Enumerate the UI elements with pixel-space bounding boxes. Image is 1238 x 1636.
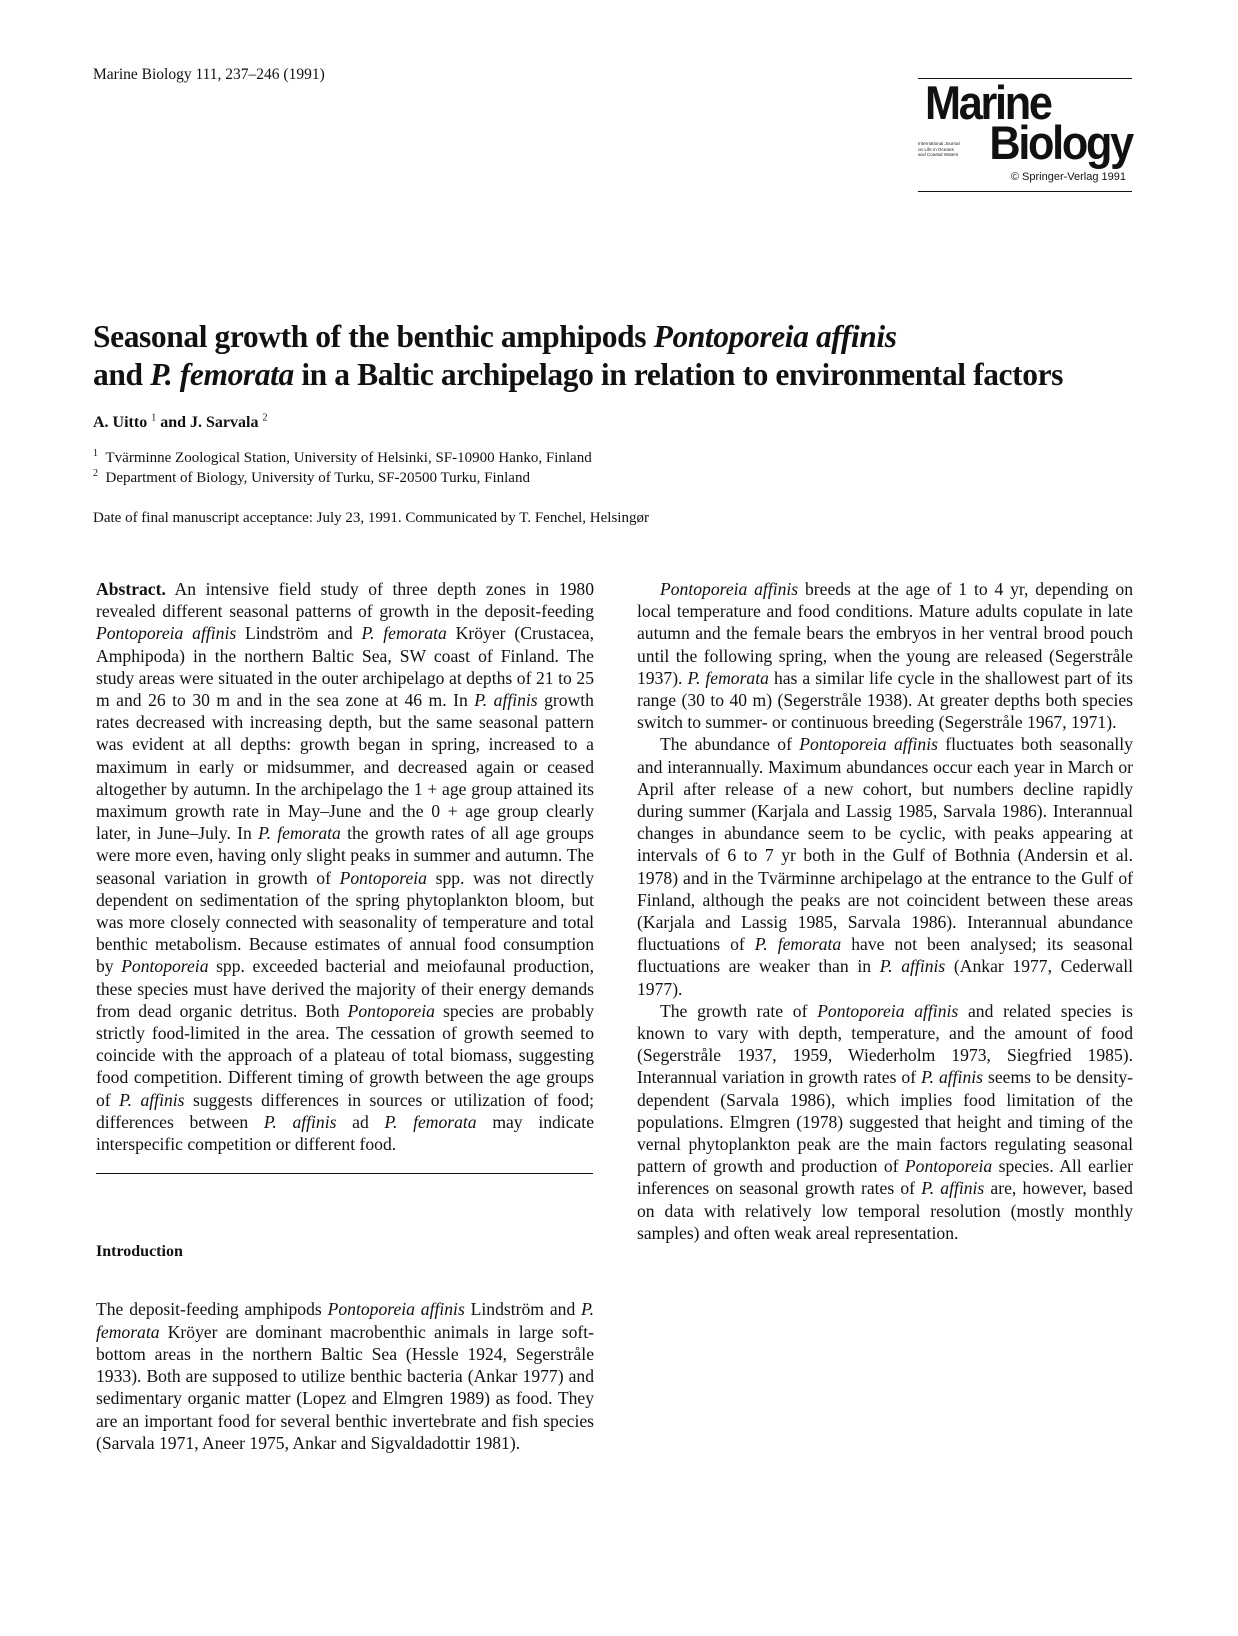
logo-copyright: © Springer-Verlag 1991: [1010, 171, 1126, 183]
species-name: P. femorata: [96, 1299, 595, 1342]
affiliation-mark: 1: [93, 448, 98, 459]
logo-bottom-rule: [918, 191, 1132, 192]
journal-citation: Marine Biology 111, 237–246 (1991): [93, 66, 325, 83]
logo-tagline-line: and Coastal Waters: [918, 151, 959, 157]
logo-word-marine: Marine: [925, 76, 1051, 129]
introduction-heading: Introduction: [96, 1243, 183, 1261]
logo-tagline-line: on Life in Oceans: [918, 146, 954, 152]
body-text: Lindström and: [236, 623, 362, 644]
body-text: The deposit-feeding amphipods: [96, 1299, 328, 1320]
species-name: Pontoporeia: [339, 867, 427, 888]
body-text: species. All earlier inferences on seasonal growth rates of: [637, 1156, 1133, 1199]
body-text: The abundance of: [660, 734, 800, 755]
body-text: The growth rate of: [660, 1000, 818, 1021]
introduction-paragraph-3: [637, 733, 1133, 999]
species-name: P. affinis: [263, 1111, 337, 1132]
species-name: Pontoporeia affinis: [327, 1299, 465, 1320]
species-name: P. affinis: [879, 956, 946, 977]
body-text: spp. was not directly dependent on sedimentation of the spring phytoplankton bloom, but was more closely connected with seasonality of temperature and total benthic metabolism. Because estimates of annual food consumption by: [96, 867, 594, 977]
abstract-paragraph: [96, 578, 594, 1155]
left-column: [96, 578, 594, 1454]
body-text: breeds at the age of 1 to 4 yr, depending on local temperature and food conditions. Mature adults copulate in late autumn and the female bears the embryos in her ventral brood pouch until the following spring, when the young are released (Segerstråle 1937).: [637, 579, 1133, 688]
author-name: A. Uitto: [93, 414, 148, 431]
species-name: P. affinis: [921, 1178, 985, 1199]
author-affiliation-mark: 1: [151, 412, 157, 424]
body-text: growth rates decreased with increasing depth, but the same seasonal pattern was evident at all depths: growth began in spring, increased to a maximum in early or midsummer, and decreased again or ceased altogether by autumn. In the archipelago the 1 + age group attained its maximum growth rate in May–June and the 0 + age group clearly later, in June–July. In: [96, 690, 594, 844]
body-text: species are probably strictly food-limited in the area. The cessation of growth seemed to coincide with the approach of a plateau of total biomass, suggesting food competition. Different timing of growth between the age groups of: [96, 1000, 594, 1110]
affiliation-line: [93, 448, 592, 468]
affiliation-line: [93, 468, 592, 488]
species-name: P. femorata: [754, 934, 842, 955]
body-text: has a similar life cycle in the shallowest part of its range (30 to 40 m) (Segerstråle 1938). At greater depths both species switch to summer- or continuous breeding (Segerstråle 1967, 1971).: [637, 667, 1133, 733]
title-species-italic: P. femorata: [150, 357, 294, 392]
species-name: P. affinis: [921, 1067, 983, 1088]
author-name: J. Sarvala: [190, 414, 259, 431]
body-text: may indicate interspecific competition or different food.: [96, 1111, 595, 1155]
body-text: spp. exceeded bacterial and meiofaunal production, these species must have derived the majority of their energy demands from dead organic detritus. Both: [96, 956, 594, 1021]
journal-logo: [918, 78, 1132, 192]
affiliation-text: Department of Biology, University of Turku, SF-20500 Turku, Finland: [105, 470, 530, 486]
right-column: [637, 578, 1133, 1244]
affiliation-mark: 2: [93, 468, 98, 479]
body-text: have not been analysed; its seasonal fluctuations are weaker than in: [637, 934, 1133, 977]
body-text: (Ankar 1977, Cederwall 1977).: [637, 956, 1133, 999]
logo-tagline-line: International Journal: [918, 141, 960, 147]
author-affiliation-mark: 2: [262, 412, 268, 424]
title-text: Seasonal growth of the benthic amphipods: [93, 319, 654, 354]
body-text: the growth rates of all age groups were more even, having only slight peaks in summer and autumn. The seasonal variation in growth of: [96, 823, 594, 888]
author-conjunction: and: [156, 414, 191, 431]
logo-word-biology: Biology: [989, 116, 1132, 169]
abstract-heading: Abstract.: [96, 579, 166, 599]
abstract-rule: [96, 1173, 593, 1174]
body-text: ad: [336, 1111, 385, 1132]
title-species-italic: Pontoporeia affinis: [653, 319, 897, 354]
introduction-paragraph-4: [637, 1000, 1133, 1244]
species-name: P. affinis: [474, 690, 538, 711]
abstract-body: [96, 579, 594, 1154]
species-name: P. femorata: [687, 667, 769, 688]
affiliation-text: Tvärminne Zoological Station, University of Helsinki, SF-10900 Hanko, Finland: [105, 450, 592, 466]
body-text: suggests differences in sources or utilization of food; differences between: [96, 1089, 594, 1132]
species-name: Pontoporeia: [904, 1156, 993, 1177]
logo-tagline: [918, 141, 971, 157]
species-name: Pontoporeia affinis: [799, 734, 938, 755]
title-text: in a Baltic archipelago in relation to environmental factors: [293, 357, 1064, 392]
body-text: fluctuates both seasonally and interannually. Maximum abundances occur each year in March or April after release of a new cohort, but numbers decline rapidly during summer (Karjala and Lassig 1985, Sarvala 1986). Interannual changes in abundance seem to be cyclic, with peaks appearing at intervals of 6 to 7 yr both in the Gulf of Bothnia (Andersin et al. 1978) and in the Tvärminne archipelago at the entrance to the Gulf of Finland, although the peaks are not coincident between these areas (Karjala and Lassig 1985, Sarvala 1986). Interannual abundance fluctuations of: [637, 734, 1133, 955]
introduction-paragraph-1: [96, 1298, 594, 1453]
body-text: seems to be density-dependent (Sarvala 1986), which implies food limitation of the populations. Elmgren (1978) suggested that height and timing of the vernal phytoplankton peak are the main factors regulating seasonal pattern of growth and production of: [637, 1067, 1133, 1177]
species-name: Pontoporeia: [347, 1000, 435, 1021]
body-text: are, however, based on data with relatively low temporal resolution (mostly monthly samples) and often weak areal representation.: [637, 1178, 1133, 1243]
species-name: Pontoporeia affinis: [660, 579, 799, 599]
body-text: Lindström and: [464, 1299, 582, 1320]
species-name: P. affinis: [119, 1089, 185, 1110]
acceptance-note: Date of final manuscript acceptance: July 23, 1991. Communicated by T. Fenchel, Helsingør: [93, 510, 649, 526]
species-name: P. femorata: [361, 623, 447, 644]
logo-row: [918, 116, 1132, 169]
species-name: Pontoporeia affinis: [96, 623, 237, 644]
species-name: P. femorata: [258, 823, 341, 844]
body-text: An intensive field study of three depth zones in 1980 revealed different seasonal patterns of growth in the deposit-feeding: [96, 579, 594, 622]
body-text: and related species is known to vary with depth, temperature, and the amount of food (Segerstråle 1937, 1959, Wiederholm 1973, Siegfried 1985). Interannual variation in growth rates of: [637, 1000, 1133, 1088]
body-text: Kröyer are dominant macrobenthic animals in large soft-bottom areas in the northern Baltic Sea (Hessle 1924, Segerstråle 1933). Both are supposed to utilize benthic bacteria (Ankar 1977) and sedimentary organic matter (Lopez and Elmgren 1989) as food. They are an important food for several benthic invertebrate and fish species (Sarvala 1971, Aneer 1975, Ankar and Sigvaldadottir 1981).: [96, 1321, 594, 1453]
paper-title: [93, 318, 1153, 394]
species-name: Pontoporeia affinis: [817, 1000, 959, 1021]
affiliations: [93, 448, 592, 488]
title-text: and: [93, 357, 151, 392]
body-text: Kröyer (Crustacea, Amphipoda) in the northern Baltic Sea, SW coast of Finland. The study areas were situated in the outer archipelago at depths of 21 to 25 m and 26 to 30 m and in the sea zone at 46 m. In: [96, 623, 595, 711]
introduction-paragraph-2: [637, 578, 1133, 733]
species-name: P. femorata: [384, 1111, 477, 1132]
author-list: [93, 414, 267, 432]
species-name: Pontoporeia: [121, 956, 209, 977]
